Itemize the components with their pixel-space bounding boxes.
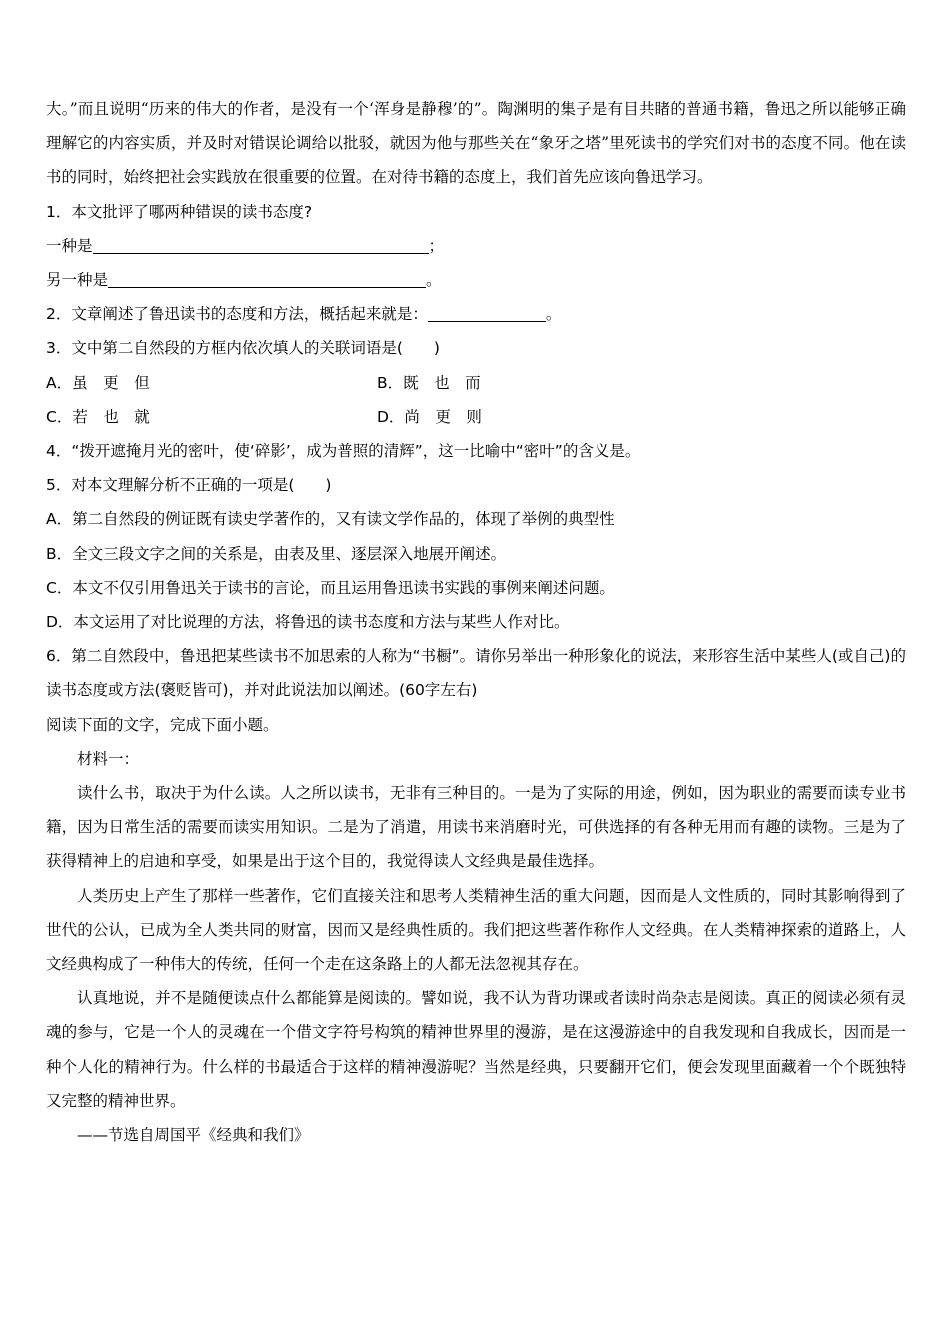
material-paragraph-2: 人类历史上产生了那样一些著作，它们直接关注和思考人类精神生活的重大问题，因而是人文性质的，同时其影响得到了世代的公认，已成为全人类共同的财富，因而又是经典性质的。我们把这些著作称作人文经典。在人类精神探索的道路上，人文经典构成了一种伟大的传统，任何一个走在这条路上的人都无法忽视其存在。 <box>46 886 906 974</box>
material-source: ——节选自周国平《经典和我们》 <box>77 1126 310 1145</box>
question-5-option-c[interactable]: C．本文不仅引用鲁迅关于读书的言论，而且运用鲁迅读书实践的事例来阐述问题。 <box>46 578 615 597</box>
question-1-line-2-end: 。 <box>426 271 442 290</box>
material-heading: 材料一： <box>77 749 140 768</box>
answer-blank-2[interactable] <box>108 269 426 288</box>
document-page <box>46 92 906 1152</box>
question-3-options-row-1 <box>46 366 906 400</box>
question-3: 3．文中第二自然段的方框内依次填人的关联词语是( ) <box>46 339 440 358</box>
question-1-answer-line-2 <box>46 263 906 297</box>
question-1-line-1-end: ； <box>428 236 445 255</box>
question-1-line-2-label: 另一种是 <box>46 271 109 290</box>
material-paragraph-1: 读什么书，取决于为什么读。人之所以读书，无非有三种目的。一是为了实际的用途，例如，因为职业的需要而读专业书籍，因为日常生活的需要而读实用知识。二是为了消遣，用读书来消磨时光，可供选择的有各种无用而有趣的读物。三是为了获得精神上的启迪和享受，如果是出于这个目的，我觉得读人文经典是最佳选择。 <box>46 784 906 871</box>
question-3-option-a[interactable]: A．虽 更 但 <box>46 373 150 392</box>
question-4: 4．“拨开遮掩月光的密叶，使‘碎影’，成为普照的清辉”，这一比喻中“密叶”的含义是。 <box>46 442 641 461</box>
question-2 <box>46 297 906 331</box>
material-paragraph-3: 认真地说，并不是随便读点什么都能算是阅读的。譬如说，我不认为背功课或者读时尚杂志是阅读。真正的阅读必须有灵魂的参与，它是一个人的灵魂在一个借文字符号构筑的精神世界里的漫游，是在这漫游途中的自我发现和自我成长，因而是一种个人化的精神行为。什么样的书最适合于这样的精神漫游呢？当然是经典，只要翻开它们，便会发现里面藏着一个个既独特又完整的精神世界。 <box>46 989 906 1110</box>
question-1: 1．本文批评了哪两种错误的读书态度? <box>46 202 313 221</box>
question-5-option-b[interactable]: B．全文三段文字之间的关系是，由表及里、逐层深入地展开阐述。 <box>46 544 507 563</box>
reading-instruction: 阅读下面的文字，完成下面小题。 <box>46 715 279 734</box>
question-3-options-row-2 <box>46 400 906 434</box>
answer-blank-1[interactable] <box>93 235 429 254</box>
question-5-option-d[interactable]: D．本文运用了对比说理的方法，将鲁迅的读书态度和方法与某些人作对比。 <box>46 613 570 632</box>
question-3-option-d[interactable]: D．尚 更 则 <box>377 407 482 426</box>
answer-blank-3[interactable] <box>428 303 546 322</box>
question-5: 5．对本文理解分析不正确的一项是( ) <box>46 476 332 495</box>
question-1-answer-line-1 <box>46 229 906 263</box>
question-2-text: 2．文章阐述了鲁迅读书的态度和方法，概括起来就是： <box>46 305 428 324</box>
passage-top-paragraph: 大。”而且说明“历来的伟大的作者，是没有一个‘浑身是静穆’的”。陶渊明的集子是有目共睹的普通书籍，鲁迅之所以能够正确理解它的内容实质，并及时对错误论调给以批驳，就因为他与那些关在“象牙之塔”里死读书的学究们对书的态度不同。他在读书的同时，始终把社会实践放在很重要的位置。在对待书籍的态度上，我们首先应该向鲁迅学习。 <box>46 100 906 187</box>
question-2-end: 。 <box>545 305 562 324</box>
question-3-option-b[interactable]: B．既 也 而 <box>377 373 481 392</box>
question-1-line-1-label: 一种是 <box>46 236 93 255</box>
question-3-option-c[interactable]: C．若 也 就 <box>46 407 150 426</box>
question-6: 6．第二自然段中，鲁迅把某些读书不加思索的人称为“书橱”。请你另举出一种形象化的说法，来形容生活中某些人(或自己)的读书态度或方法(褒贬皆可)，并对此说法加以阐述。(60字左右) <box>46 647 906 700</box>
question-5-option-a[interactable]: A．第二自然段的例证既有读史学著作的，又有读文学作品的，体现了举例的典型性 <box>46 510 615 529</box>
